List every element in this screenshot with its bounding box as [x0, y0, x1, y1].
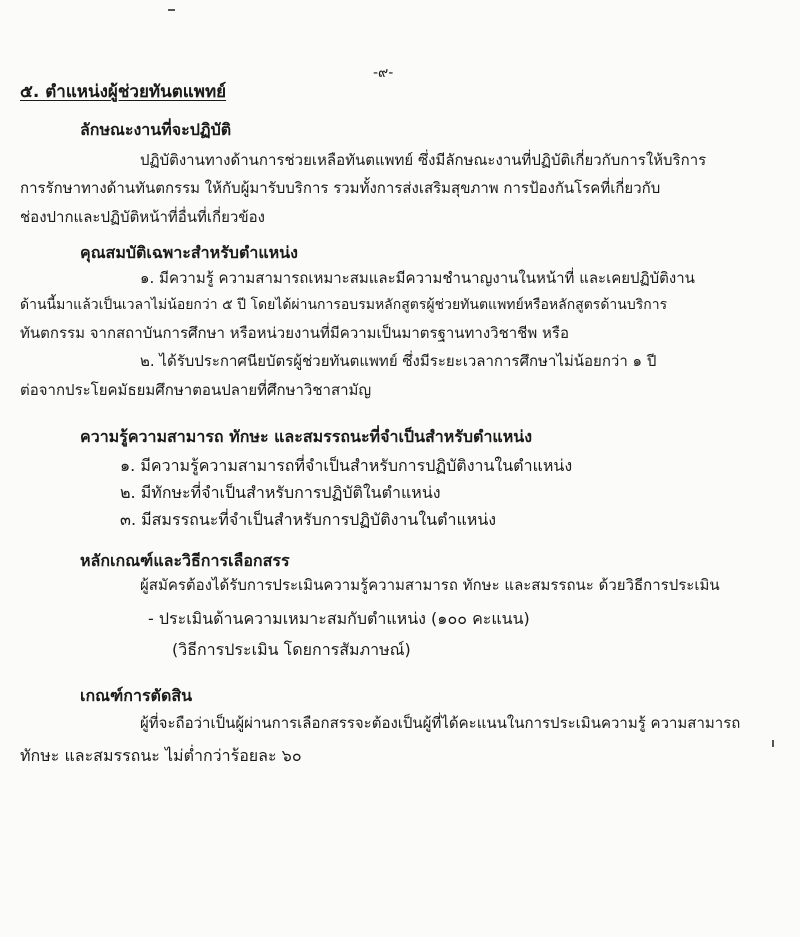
page-number: -๙-: [373, 65, 394, 81]
selection-method: (วิธีการประเมิน โดยการสัมภาษณ์): [172, 640, 411, 659]
decision-line: ผู้ที่จะถือว่าเป็นผู้ผ่านการเลือกสรรจะต้องเป็นผู้ที่ได้คะแนนในการประเมินความรู้ ความสามารถ: [140, 714, 741, 732]
qualification-line: ด้านนี้มาแล้วเป็นเวลาไม่น้อยกว่า ๕ ปี โดยได้ผ่านการอบรมหลักสูตรผู้ช่วยทันตแพทย์หรือหลักสูตรด้านบริการ: [20, 297, 668, 313]
qualification-line: ทันตกรรม จากสถาบันการศึกษา หรือหน่วยงานที่มีความเป็นมาตรฐานทางวิชาชีพ หรือ: [20, 324, 569, 342]
selection-criterion: - ประเมินด้านความเหมาะสมกับตำแหน่ง (๑๐๐ คะแนน): [148, 609, 530, 628]
job-nature-line: ช่องปากและปฏิบัติหน้าที่อื่นที่เกี่ยวข้อง: [20, 208, 265, 226]
competencies-title: ความรู้ความสามารถ ทักษะ และสมรรถนะที่จำเป็นสำหรับตำแหน่ง: [80, 427, 533, 446]
competency-item: ๒. มีทักษะที่จำเป็นสำหรับการปฏิบัติในตำแหน่ง: [120, 483, 441, 502]
competency-item: ๓. มีสมรรถนะที่จำเป็นสำหรับการปฏิบัติงานในตำแหน่ง: [120, 510, 497, 529]
selection-intro: ผู้สมัครต้องได้รับการประเมินความรู้ความสามารถ ทักษะ และสมรรถนะ ด้วยวิธีการประเมิน: [140, 576, 720, 594]
qualification-line: ๒. ได้รับประกาศนียบัตรผู้ช่วยทันตแพทย์ ซึ่งมีระยะเวลาการศึกษาไม่น้อยกว่า ๑ ปี: [140, 352, 657, 370]
job-nature-line: ปฏิบัติงานทางด้านการช่วยเหลือทันตแพทย์ ซึ่งมีลักษณะงานที่ปฏิบัติเกี่ยวกับการให้บริการ: [140, 151, 707, 169]
job-nature-line: การรักษาทางด้านทันตกรรม ให้กับผู้มารับบริการ รวมทั้งการส่งเสริมสุขภาพ การป้องกันโรคที่เกี่ยวกับ: [20, 179, 661, 197]
selection-title: หลักเกณฑ์และวิธีการเลือกสรร: [80, 551, 290, 570]
section-heading: ๕. ตำแหน่งผู้ช่วยทันตแพทย์: [20, 82, 227, 102]
scan-mark: [168, 9, 175, 11]
decision-title: เกณฑ์การตัดสิน: [80, 686, 193, 705]
qualification-line: ๑. มีความรู้ ความสามารถเหมาะสมและมีความชำนาญงานในหน้าที่ และเคยปฏิบัติงาน: [140, 269, 695, 287]
qualification-line: ต่อจากประโยคมัธยมศึกษาตอนปลายที่ศึกษาวิชาสามัญ: [20, 381, 372, 399]
job-nature-title: ลักษณะงานที่จะปฏิบัติ: [80, 120, 232, 139]
competency-item: ๑. มีความรู้ความสามารถที่จำเป็นสำหรับการปฏิบัติงานในตำแหน่ง: [120, 456, 573, 475]
scan-mark: [772, 740, 774, 747]
decision-line: ทักษะ และสมรรถนะ ไม่ต่ำกว่าร้อยละ ๖๐: [20, 746, 302, 765]
qualifications-title: คุณสมบัติเฉพาะสำหรับตำแหน่ง: [80, 243, 298, 262]
